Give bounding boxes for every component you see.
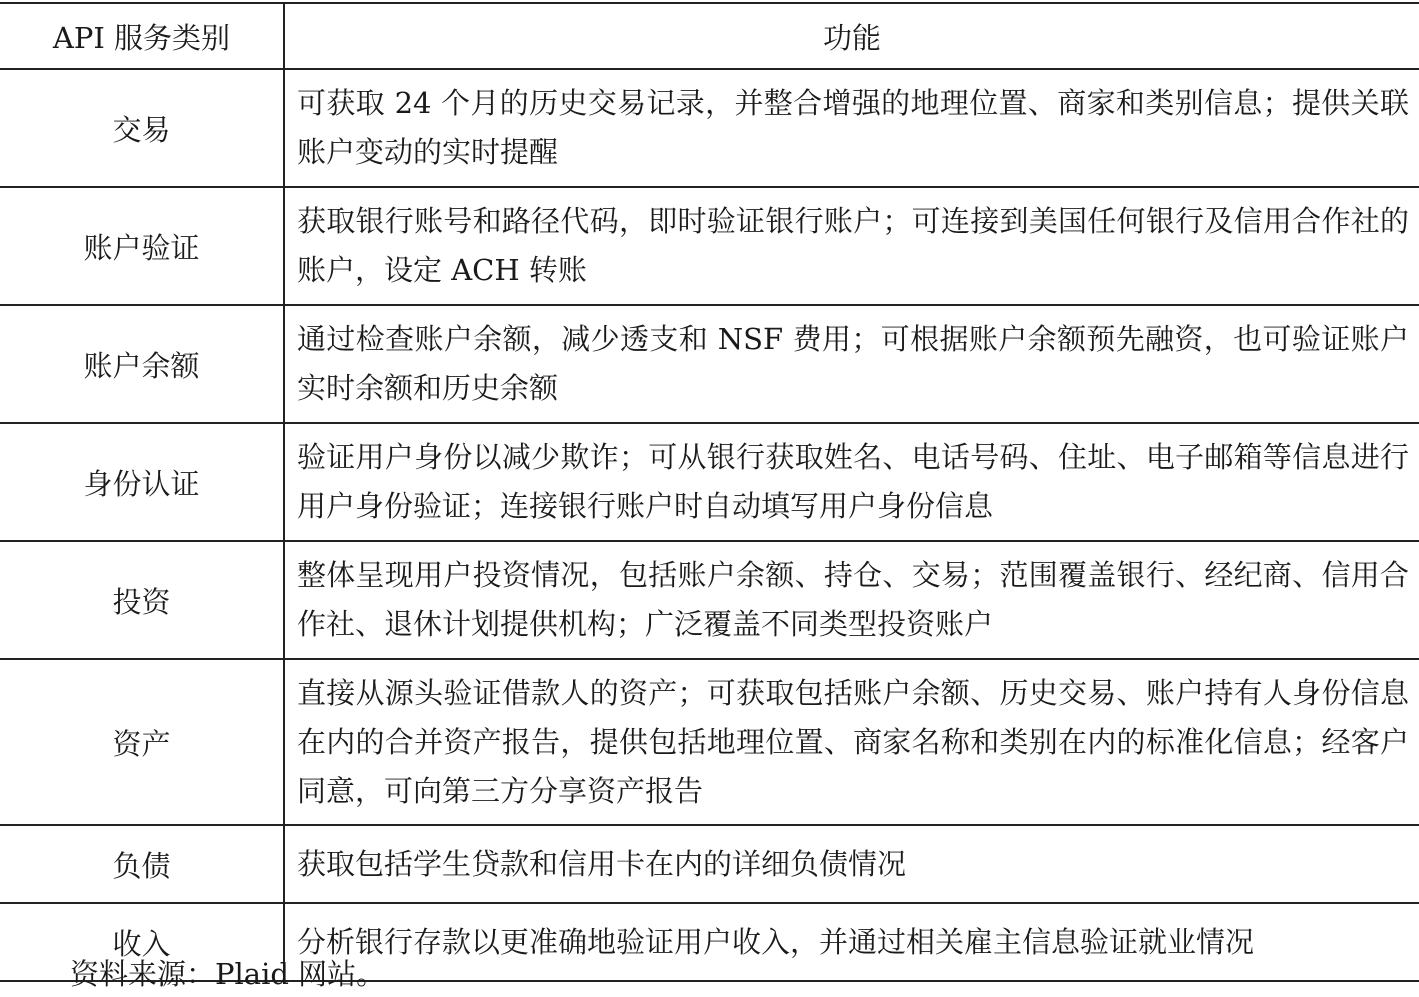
function-cell: 验证用户身份以减少欺诈；可从银行获取姓名、电话号码、住址、电子邮箱等信息进行用户身份验证；连接银行账户时自动填写用户身份信息 bbox=[284, 423, 1419, 541]
category-cell: 收入 bbox=[0, 903, 284, 981]
header-category: API 服务类别 bbox=[0, 3, 284, 69]
table-row bbox=[0, 423, 1419, 541]
category-cell: 身份认证 bbox=[0, 423, 284, 541]
category-cell: 资产 bbox=[0, 659, 284, 825]
table-header-row bbox=[0, 3, 1419, 69]
function-cell: 通过检查账户余额，减少透支和 NSF 费用；可根据账户余额预先融资，也可验证账户实时余额和历史余额 bbox=[284, 305, 1419, 423]
function-cell: 直接从源头验证借款人的资产；可获取包括账户余额、历史交易、账户持有人身份信息在内的合并资产报告，提供包括地理位置、商家名称和类别在内的标准化信息；经客户同意，可向第三方分享资产报告 bbox=[284, 659, 1419, 825]
table-row bbox=[0, 825, 1419, 903]
table-row bbox=[0, 659, 1419, 825]
source-note: 资料来源：Plaid 网站。 bbox=[70, 957, 386, 991]
table-row bbox=[0, 305, 1419, 423]
category-cell: 负债 bbox=[0, 825, 284, 903]
category-cell: 交易 bbox=[0, 69, 284, 187]
header-function: 功能 bbox=[284, 3, 1419, 69]
category-cell: 投资 bbox=[0, 541, 284, 659]
table-row bbox=[0, 69, 1419, 187]
api-services-table bbox=[0, 2, 1419, 982]
table-row bbox=[0, 187, 1419, 305]
function-cell: 分析银行存款以更准确地验证用户收入，并通过相关雇主信息验证就业情况 bbox=[284, 903, 1419, 981]
function-cell: 整体呈现用户投资情况，包括账户余额、持仓、交易；范围覆盖银行、经纪商、信用合作社、退休计划提供机构；广泛覆盖不同类型投资账户 bbox=[284, 541, 1419, 659]
table-row bbox=[0, 541, 1419, 659]
category-cell: 账户余额 bbox=[0, 305, 284, 423]
category-cell: 账户验证 bbox=[0, 187, 284, 305]
function-cell: 获取包括学生贷款和信用卡在内的详细负债情况 bbox=[284, 825, 1419, 903]
function-cell: 获取银行账号和路径代码，即时验证银行账户；可连接到美国任何银行及信用合作社的账户，设定 ACH 转账 bbox=[284, 187, 1419, 305]
function-cell: 可获取 24 个月的历史交易记录，并整合增强的地理位置、商家和类别信息；提供关联账户变动的实时提醒 bbox=[284, 69, 1419, 187]
